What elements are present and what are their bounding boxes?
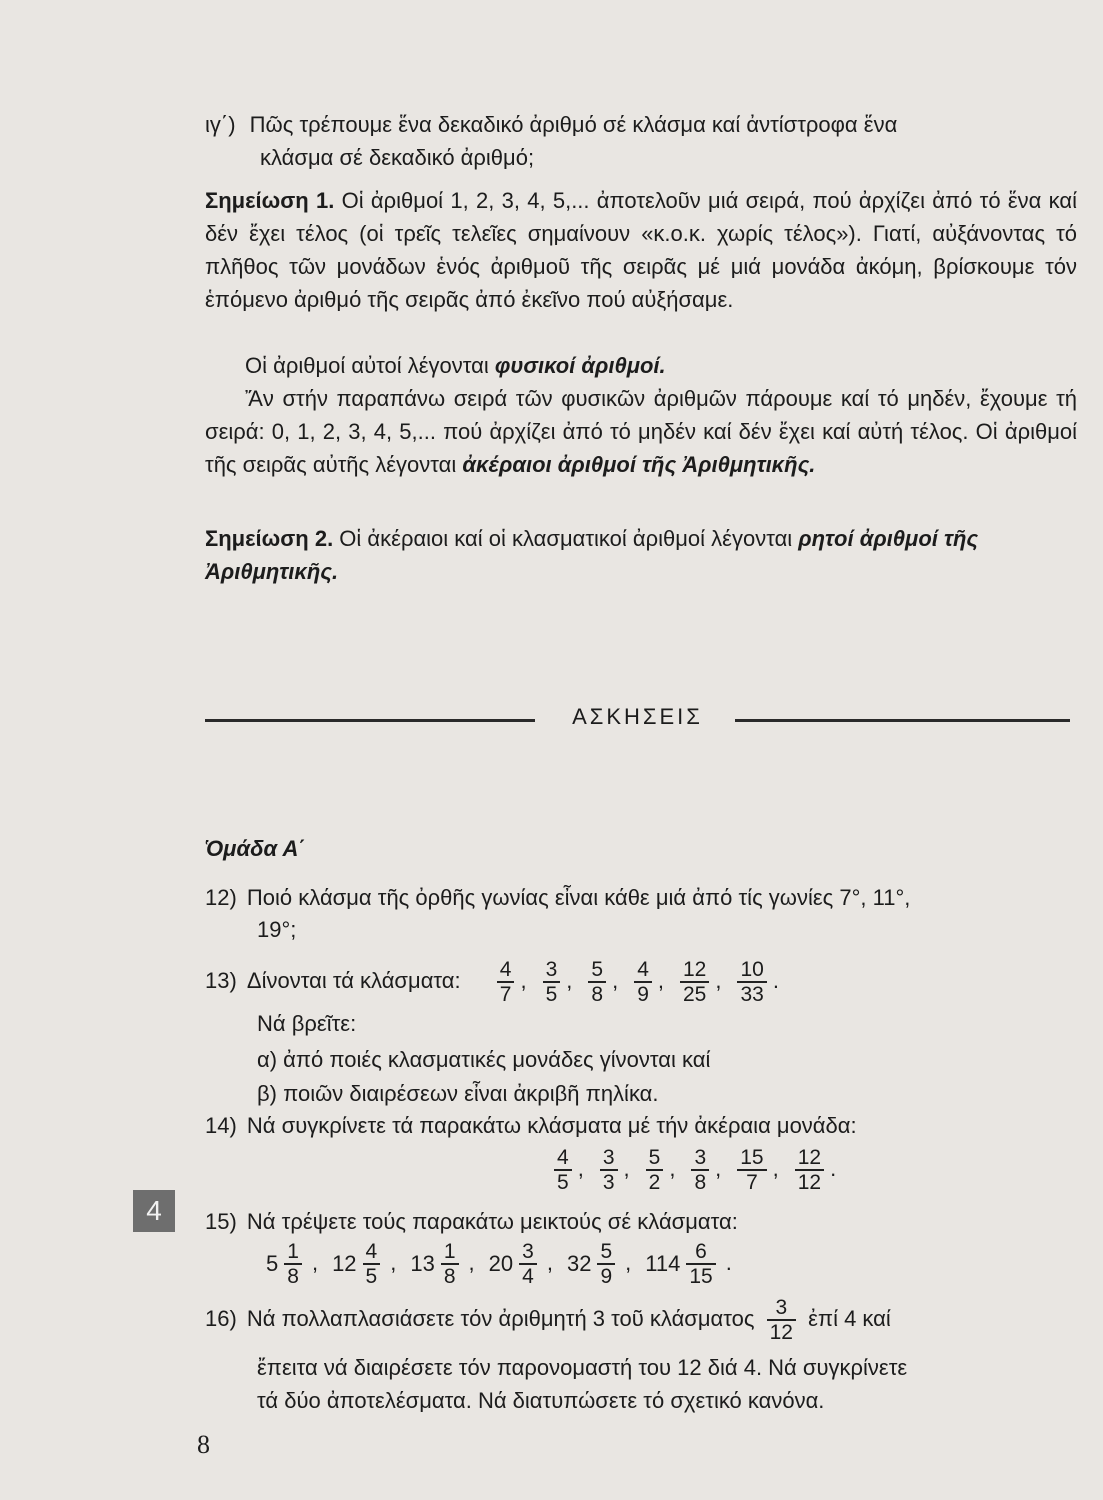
separator: . (830, 1155, 837, 1181)
fraction-numerator: 3 (519, 1240, 537, 1265)
mixed-number (645, 1240, 721, 1288)
exercise-16-line2: ἔπειτα νά διαιρέσετε τόν παρονομαστή του 12 διά 4. Νά συγκρίνετε (257, 1355, 908, 1380)
rational-term: ρητοί ἀριθμοί τῆς Ἀριθμητικῆς. (205, 526, 979, 584)
fraction-numerator: 15 (737, 1146, 766, 1171)
exercise-13-find: Νά βρεῖτε: (257, 1011, 357, 1036)
fraction-numerator: 1 (441, 1240, 459, 1265)
fraction (691, 1146, 709, 1194)
exercises-header (205, 700, 1070, 740)
fraction-denominator: 7 (746, 1171, 758, 1194)
natural-term: φυσικοί ἀριθμοί. (494, 353, 666, 378)
fraction-denominator: 5 (557, 1171, 569, 1194)
exercise-13 (205, 958, 1075, 1006)
exercise-15-mixed-numbers (262, 1240, 742, 1288)
fraction-denominator: 8 (694, 1171, 707, 1194)
fraction-numerator: 4 (497, 958, 515, 983)
fraction-denominator: 9 (637, 983, 649, 1006)
fraction-denominator: 4 (522, 1265, 534, 1288)
mixed-number (489, 1240, 543, 1288)
note-1 (205, 184, 1077, 316)
fraction (554, 1146, 572, 1194)
fraction-denominator: 8 (443, 1265, 456, 1288)
separator: , (311, 1249, 319, 1275)
note-1-text: Οἱ ἀριθμοί 1, 2, 3, 4, 5,... ἀποτελοῦν μιά σειρά, πού ἀρχίζει ἀπό τό ἕνα καί δέν ἔχει τέλος (οἱ τρεῖς τελεῖες σημαίνουν «κ.ο.κ. χωρίς τέλος»). Γιατί, αὐξάνοντας τό πλῆθος τῶν μονάδων ἑνός ἀριθμοῦ τῆς σειρᾶς μέ μιά μονάδα ἀκόμη, βρίσκουμε τόν ἑπόμενο ἀριθμό τῆς σειρᾶς ἀπό ἐκεῖνο πού αὐξήσαμε. (205, 188, 1077, 312)
exercise-16-text2: ἐπί 4 καί (808, 1305, 891, 1331)
separator: , (566, 967, 573, 993)
separator: , (623, 1155, 630, 1181)
fraction (737, 958, 766, 1006)
fraction-denominator: 8 (287, 1265, 299, 1288)
exercise-14-fractions (548, 1146, 846, 1194)
fraction-numerator: 3 (543, 958, 561, 983)
fraction-denominator: 9 (600, 1265, 613, 1288)
fraction (363, 1240, 381, 1288)
mixed-number (266, 1240, 308, 1288)
separator: , (715, 967, 722, 993)
fraction-denominator: 12 (769, 1321, 793, 1344)
note-2-label: Σημείωση 2. (205, 526, 334, 551)
note-1-natural (205, 349, 1077, 382)
fraction-numerator: 3 (691, 1146, 709, 1171)
fraction-numerator: 4 (363, 1240, 381, 1265)
separator: , (669, 1155, 676, 1181)
integers-text: Ἄν στήν παραπάνω σειρά τῶν φυσικῶν ἀριθμῶν πάρουμε καί τό μηδέν, ἔχουμε τή σειρά: 0, 1, 2, 3, 4, 5,... πού ἀρχίζει ἀπό τό μηδέν καί δέν ἔχει καί αὐτή τέλος. Οἱ ἀριθμοί τῆς σειρᾶς αὐτῆς λέγονται (205, 386, 1077, 477)
fraction-denominator: 2 (648, 1171, 661, 1194)
fraction-denominator: 25 (683, 983, 707, 1006)
header-rule-right (735, 719, 1070, 722)
fraction (680, 958, 709, 1006)
exercise-15 (205, 1206, 738, 1238)
fraction (600, 1146, 618, 1194)
question-ig-line1: Πῶς τρέπουμε ἕνα δεκαδικό ἀριθμό σέ κλάσμα καί ἀντίστροφα ἕνα (249, 112, 898, 137)
mixed-number (567, 1240, 621, 1288)
exercise-12-line1: Ποιό κλάσμα τῆς ὀρθῆς γωνίας εἶναι κάθε μιά ἀπό τίς γωνίες 7°, 11°, (246, 885, 911, 910)
question-ig-line2: κλάσμα σέ δεκαδικό ἀριθμό; (260, 145, 535, 170)
mixed-whole: 32 (566, 1251, 592, 1276)
fraction-denominator: 3 (602, 1171, 615, 1194)
fraction-denominator: 8 (591, 983, 604, 1006)
fraction (543, 958, 561, 1006)
fraction (519, 1240, 537, 1288)
fraction-denominator: 15 (689, 1265, 713, 1288)
fraction-numerator: 12 (795, 1146, 824, 1171)
fraction-numerator: 5 (588, 958, 606, 983)
mixed-whole: 13 (410, 1251, 435, 1276)
question-ig-label: ιγ΄) (205, 112, 236, 137)
exercise-16 (205, 1296, 1075, 1344)
fraction-denominator: 5 (545, 983, 558, 1006)
exercise-13-a: α) ἀπό ποιές κλασματικές μονάδες γίνονται καί (257, 1047, 711, 1072)
page-number: 8 (197, 1430, 210, 1459)
mixed-whole: 20 (488, 1251, 514, 1276)
fraction-numerator: 5 (646, 1146, 664, 1171)
exercise-14-number: 14) (205, 1113, 237, 1138)
exercises-title: ΑΣΚΗΣΕΙΣ (572, 704, 703, 729)
exercise-16-fraction (767, 1296, 796, 1344)
fraction-denominator: 33 (740, 983, 764, 1006)
exercise-15-number: 15) (205, 1209, 237, 1234)
mixed-number (410, 1240, 464, 1288)
fraction (737, 1146, 766, 1194)
exercise-16-text1: Νά πολλαπλασιάσετε τόν ἀριθμητή 3 τοῦ κλάσματος (246, 1305, 755, 1331)
exercise-12-number: 12) (205, 885, 237, 910)
fraction-numerator: 4 (634, 958, 652, 983)
note-1-label: Σημείωση 1. (205, 188, 335, 213)
separator: , (625, 1249, 632, 1275)
separator: , (546, 1249, 553, 1275)
separator: , (520, 967, 527, 993)
fraction-denominator: 12 (797, 1171, 822, 1194)
mixed-whole: 114 (645, 1251, 681, 1276)
separator: , (577, 1155, 584, 1181)
fraction (686, 1240, 715, 1288)
separator: . (772, 967, 779, 993)
fraction-denominator: 7 (499, 983, 512, 1006)
fraction (441, 1240, 459, 1288)
chapter-tab: 4 (133, 1190, 175, 1232)
exercise-15-text: Νά τρέψετε τούς παρακάτω μεικτούς σέ κλάσματα: (246, 1209, 738, 1234)
fraction-numerator: 3 (767, 1296, 796, 1321)
fraction-denominator: 5 (365, 1265, 378, 1288)
fraction (284, 1240, 302, 1288)
group-a-heading: Ὁμάδα Α΄ (205, 836, 306, 861)
note-1-integers (205, 382, 1077, 481)
fraction-numerator: 10 (737, 958, 766, 983)
exercise-12 (205, 882, 1075, 946)
exercise-13-intro: Δίνονται τά κλάσματα: (246, 967, 461, 993)
separator: . (725, 1249, 732, 1275)
fraction (795, 1146, 824, 1194)
note-2-text: Οἱ ἀκέραιοι καί οἱ κλασματικοί ἀριθμοί λέγονται (333, 526, 799, 551)
separator: , (715, 1155, 722, 1181)
natural-text: Οἱ ἀριθμοί αὐτοί λέγονται (245, 353, 495, 378)
fraction-numerator: 1 (284, 1240, 302, 1265)
fraction (497, 958, 515, 1006)
exercise-16-line3: τά δύο ἀποτελέσματα. Νά διατυπώσετε τό σχετικό κανόνα. (257, 1388, 825, 1413)
exercise-13-number: 13) (205, 967, 237, 993)
fraction-numerator: 4 (554, 1146, 572, 1171)
fraction (597, 1240, 615, 1288)
exercise-14-text: Νά συγκρίνετε τά παρακάτω κλάσματα μέ τήν ἀκέραια μονάδα: (246, 1113, 857, 1138)
fraction (588, 958, 606, 1006)
fraction-numerator: 6 (686, 1240, 715, 1265)
question-ig (205, 108, 1077, 174)
separator: , (657, 967, 664, 993)
mixed-whole: 12 (332, 1251, 357, 1276)
separator: , (468, 1249, 475, 1275)
fraction-numerator: 5 (597, 1240, 615, 1265)
integers-term: ἀκέραιοι ἀριθμοί τῆς Ἀριθμητικῆς. (462, 452, 816, 477)
note-2 (205, 522, 1077, 588)
fraction (634, 958, 652, 1006)
fraction-numerator: 12 (680, 958, 709, 983)
fraction-numerator: 3 (600, 1146, 618, 1171)
exercise-13-fractions (491, 958, 789, 1006)
mixed-whole: 5 (266, 1251, 279, 1276)
separator: , (772, 1155, 779, 1181)
exercise-13-b: β) ποιῶν διαιρέσεων εἶναι ἀκριβῆ πηλίκα. (257, 1081, 659, 1106)
separator: , (390, 1249, 397, 1275)
exercise-16-number: 16) (205, 1305, 237, 1331)
separator: , (612, 967, 619, 993)
exercise-12-line2: 19°; (257, 917, 297, 942)
exercise-14 (205, 1110, 857, 1142)
fraction (646, 1146, 664, 1194)
mixed-number (332, 1240, 386, 1288)
